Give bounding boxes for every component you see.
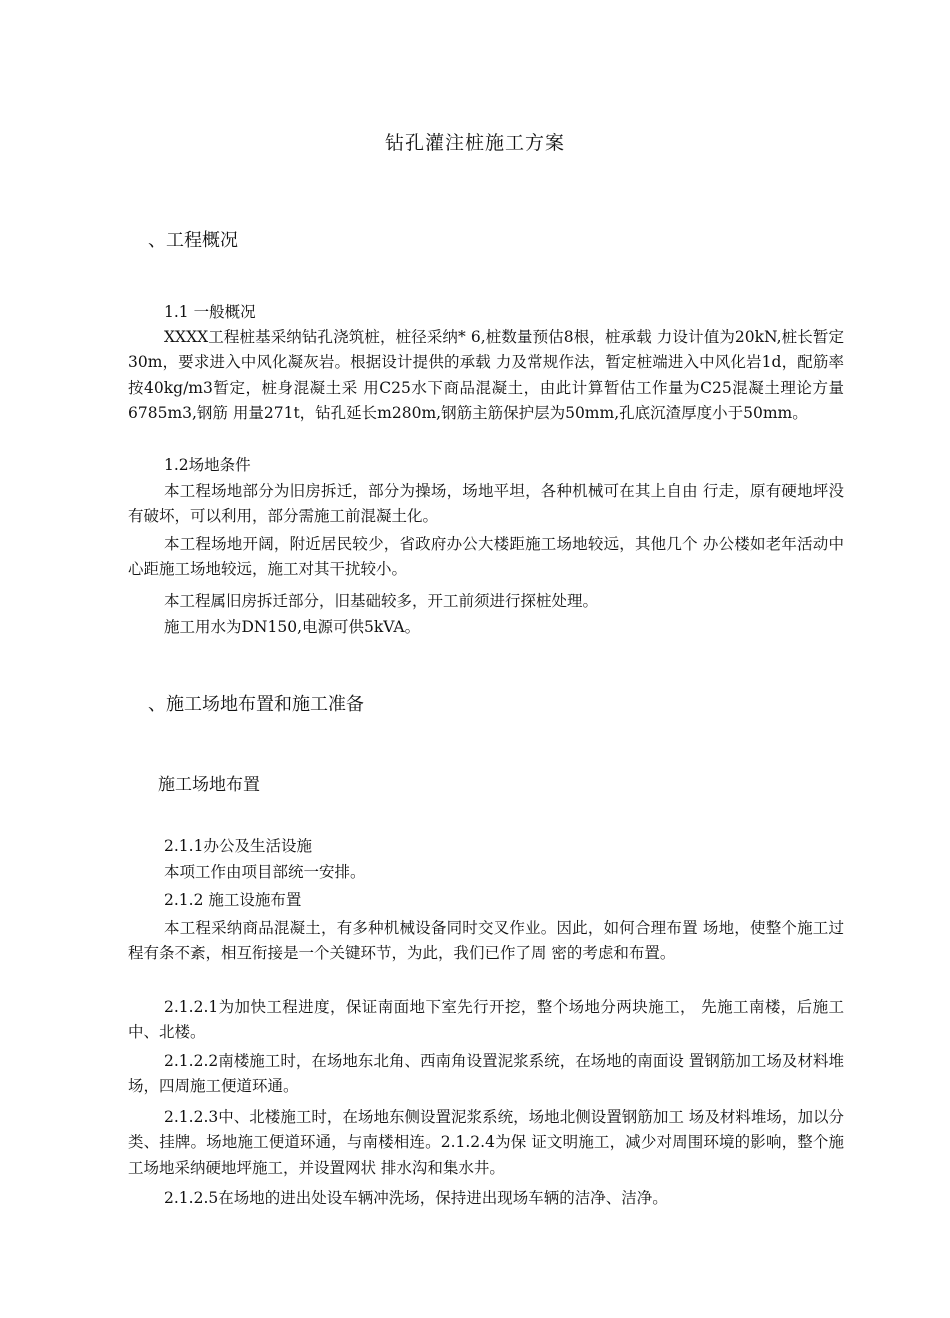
section-1-2-paragraph-2: 本工程场地开阔，附近居民较少，省政府办公大楼距施工场地较远，其他几个 办公楼如老年活动中心距施工场地较远，施工对其干扰较小。	[128, 535, 844, 579]
section-1-2-paragraph-1: 本工程场地部分为旧房拆迁，部分为操场，场地平坦，各种机械可在其上自由 行走，原有硬地坪没有破坏，可以利用，部分需施工前混凝土化。	[128, 482, 844, 526]
section-2-1-2-paragraph: 本工程采纳商品混凝土，有多种机械设备同时交叉作业。因此，如何合理布置 场地，使整个施工过程有条不紊，相互衔接是一个关键环节，为此，我们已作了周 密的考虑和布置。	[128, 919, 844, 963]
section-1-heading: 、工程概况	[148, 230, 238, 251]
section-2-heading: 、施工场地布置和施工准备	[148, 694, 364, 715]
section-2-1-2-heading: 2.1.2 施工设施布置	[164, 891, 302, 909]
section-2-1-2-2-paragraph: 2.1.2.2南楼施工时，在场地东北角、西南角设置泥浆系统，在场地的南面设 置钢筋加工场及材料堆场，四周施工便道环通。	[128, 1052, 844, 1096]
document-title: 钻孔灌注桩施工方案	[384, 132, 565, 154]
section-2-1-2-1-paragraph: 2.1.2.1为加快工程进度，保证南面地下室先行开挖，整个场地分两块施工， 先施工南楼，后施工中、北楼。	[128, 998, 844, 1042]
section-1-2-paragraph-4: 施工用水为DN150,电源可供5kVA。	[164, 618, 421, 636]
section-1-1-heading: 1.1 一般概况	[164, 303, 256, 321]
section-2-1-2-5-paragraph: 2.1.2.5在场地的进出处设车辆冲洗场，保持进出现场车辆的洁净、洁净。	[164, 1189, 668, 1207]
section-2-1-heading: 施工场地布置	[158, 775, 260, 795]
section-2-1-1-heading: 2.1.1办公及生活设施	[164, 837, 312, 855]
section-1-2-paragraph-3: 本工程属旧房拆迁部分，旧基础较多，开工前须进行探桩处理。	[164, 592, 599, 610]
section-2-1-1-paragraph: 本项工作由项目部统一安排。	[164, 863, 366, 881]
section-1-1-paragraph: XXXX工程桩基采纳钻孔浇筑桩，桩径采纳* 6,桩数量预估8根，桩承载 力设计值为20kN,桩长暂定30m，要求进入中风化凝灰岩。根据设计提供的承载 力及常规作法，暂定桩端进入中风化岩1d，配筋率按40kg/m3暂定，桩身混凝土采 用C25水下商品混凝土，由此计算暂估工作量为C25混凝土理论方量6785m3,钢筋 用量271t，钻孔延长m280m,钢筋主筋保护层为50mm,孔底沉渣厚度小于50mm。	[128, 328, 844, 422]
section-2-1-2-3-paragraph: 2.1.2.3中、北楼施工时，在场地东侧设置泥浆系统，场地北侧设置钢筋加工 场及材料堆场，加以分类、挂牌。场地施工便道环通，与南楼相连。2.1.2.4为保 证文明施工，减少对周围环境的影响，整个施工场地采纳硬地坪施工，并设置网状 排水沟和集水井。	[128, 1108, 844, 1177]
section-1-2-heading: 1.2场地条件	[164, 456, 251, 474]
